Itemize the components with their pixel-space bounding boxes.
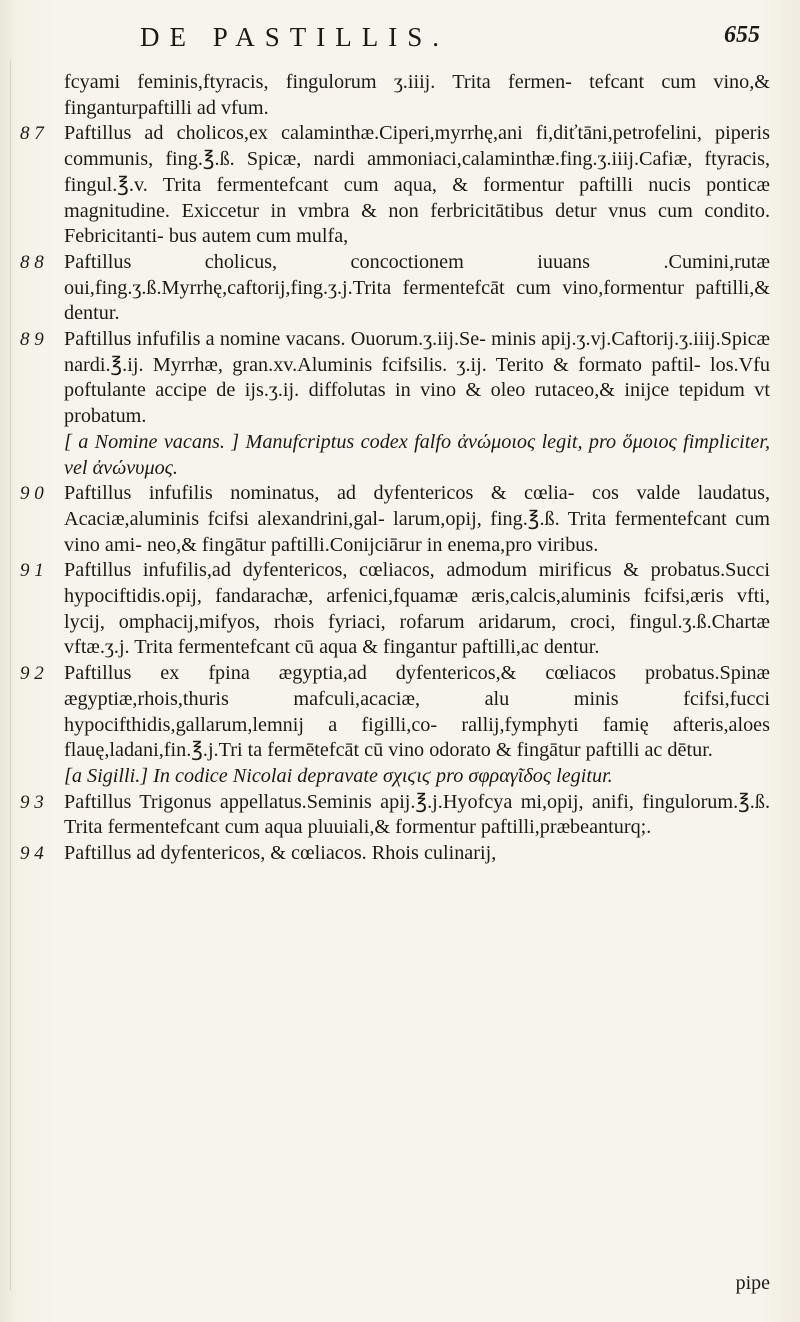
paragraph-text: Paftillus infufilis,ad dyfentericos, cœliacos, admodum mirificus & probatus.Succi hypociftidis.opij, fandarachæ, arfenici,fquamæ æris,calcis,aluminis fcifsi,æris vfti, lycij, omphacij,mifyos, rhois fyriaci, rofarum aridarum, croci, fingul.ʒ.ß.Chartæ vftæ.ʒ.j. Trita fermentefcant cū aqua & fingantur paftilli,ac dentur. — [64, 559, 770, 659]
paragraph-text: Paftillus Trigonus appellatus.Seminis apij.℥.j.Hyofcya mi,opij, anifi, fingulorum.℥.ß. Trita fermentefcant cum aqua pluuiali,& formentur paftilli,præbeanturq;. — [64, 790, 770, 839]
paragraph — [20, 790, 770, 841]
paragraph — [20, 841, 770, 867]
paragraph — [20, 327, 770, 430]
paragraph-text: fcyami feminis,ftyracis, fingulorum ʒ.iiij. Trita fermen- tefcant cum vino,& finganturpaftilli ad vfum. — [64, 71, 770, 119]
editorial-note — [64, 430, 770, 481]
paragraph — [20, 121, 770, 250]
paragraph-text: Paftillus ad cholicos,ex calaminthæ.Ciperi,myrrhę,ani fi,diťtāni,petrofelini, piperis communis, fing.℥.ß. Spicæ, nardi ammoniaci,calaminthæ.fing.ʒ.iiij.Cafiæ, ftyracis, fingul.℥.v. Trita fermentefcant cum aqua, & formentur paftilli nucis ponticæ magnitudine. Exiccetur in vmbra & non ferbricitātibus detur vnus cum condito. Febricitanti- bus autem cum mulfa, — [64, 122, 770, 248]
paragraph-text: Paftillus ex fpina ægyptia,ad dyfentericos,& cœliacos probatus.Spinæ ægyptiæ,rhois,thuris mafculi,acaciæ, alu minis fcifsi,fucci hypocifthidis,gallarum,lemnij a figilli,co- rallij,fymphyti famię afteris,aloes flauę,ladani,fin.℥.j.Tri ta fermētefcāt cū vino odorato & fingātur paftilli ac dētur. — [64, 662, 770, 762]
paragraph-number: 9 1 — [20, 560, 44, 582]
gutter-line — [10, 60, 11, 1290]
paragraph-text: Paftillus cholicus, concoctionem iuuans .Cumini,rutæ oui,fing.ʒ.ß.Myrrhę,caftorij,fing.ʒ.j.Trita fermentefcāt cum vino,formentur paftilli,& dentur. — [64, 250, 770, 325]
note-text: [ a Nomine vacans. ] Manufcriptus codex falfo ἀνώμοιος legit, pro ὅμοιος fimpliciter, vel ἀνώνυμος. — [64, 430, 770, 479]
paragraph — [20, 481, 770, 558]
paragraph — [20, 558, 770, 661]
page-number: 655 — [724, 22, 760, 48]
paragraph-number: 9 0 — [20, 483, 44, 505]
body-text — [20, 70, 770, 867]
paragraph-number: 8 7 — [20, 123, 44, 145]
catchword: pipe — [735, 1272, 770, 1294]
note-text: [a Sigilli.] In codice Nicolai depravate σχιϛιϛ pro σφραγῖδος legitur. — [64, 764, 613, 787]
paragraph-number: 8 9 — [20, 329, 44, 351]
paragraph — [20, 661, 770, 764]
paragraph-text: Paftillus infufilis a nomine vacans. Ouorum.ʒ.iij.Se- minis apij.ʒ.vj.Caftorij.ʒ.iiij.Spicæ nardi.℥.ij. Myrrhæ, gran.xv.Aluminis fcifsilis. ʒ.ij. Terito & formato paftil- los.Vfu poftulante accipe de ijs.ʒ.ij. diffolutas in vino & oleo rutaceo,& inijce tepidum vt probatum. — [64, 328, 770, 428]
paragraph-text: Paftillus infufilis nominatus, ad dyfentericos & cœlia- cos valde laudatus, Acaciæ,aluminis fcifsi alexandrini,gal- larum,opij, fing.℥.ß. Trita fermentefcant cum vino ami- neo,& fingātur paftilli.Conijciārur in enema,pro viribus. — [64, 482, 770, 556]
editorial-note — [64, 764, 770, 790]
paragraph — [20, 250, 770, 327]
paragraph-number: 8 8 — [20, 251, 44, 273]
running-head-title: DE PASTILLIS. — [140, 22, 450, 52]
running-head — [60, 22, 760, 58]
paragraph-number: 9 4 — [20, 843, 44, 865]
paragraph-number: 9 2 — [20, 663, 44, 685]
paragraph-text: Paftillus ad dyfentericos, & cœliacos. Rhois culinarij, — [64, 842, 497, 865]
paragraph — [64, 70, 770, 121]
paragraph-number: 9 3 — [20, 791, 44, 813]
